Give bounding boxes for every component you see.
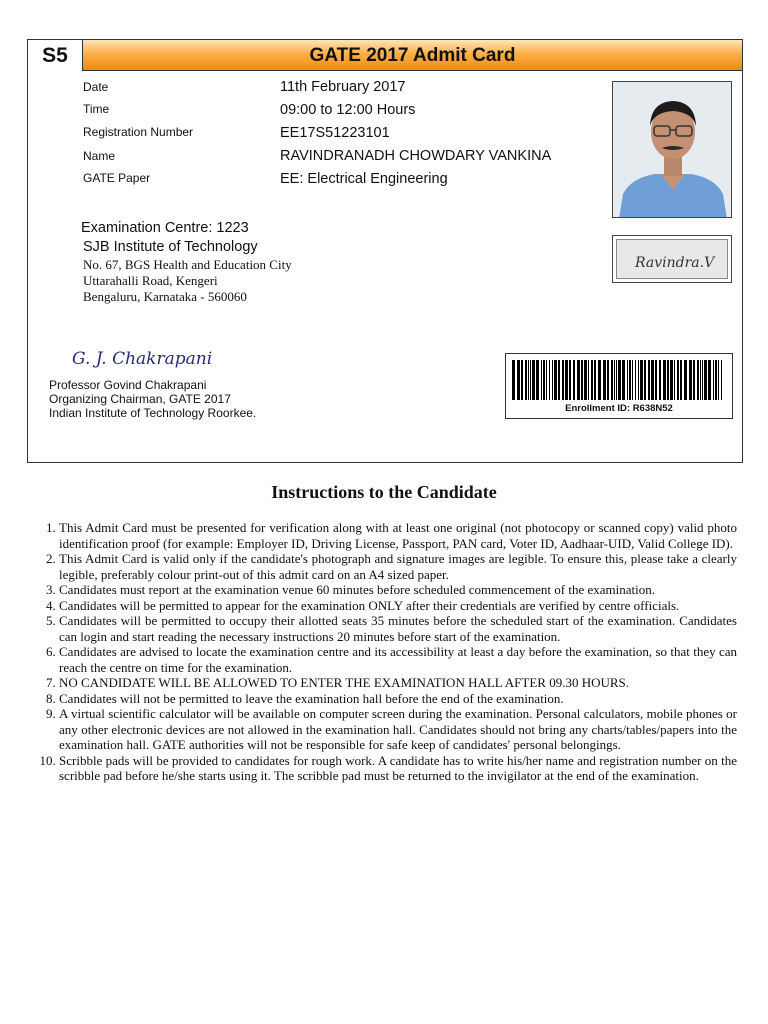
barcode-bar (713, 360, 714, 400)
instruction-item: 7. NO CANDIDATE WILL BE ALLOWED TO ENTER THE EXAMINATION HALL AFTER 09.30 HOURS. (59, 675, 737, 691)
instruction-item: 1. This Admit Card must be presented for verification along with at least one original (not photocopy or scanned copy) valid photo identification proof (for example: Employer ID, Driving License, Passport, PAN card, Voter ID, Aadhaar-UID, Valid College ID). (59, 520, 737, 551)
date-label: Date (83, 80, 109, 94)
barcode-bar (554, 360, 557, 400)
barcode-bar (614, 360, 615, 400)
barcode-bar (700, 360, 701, 400)
svg-text:G. J. Chakrapani: G. J. Chakrapani (72, 349, 213, 369)
barcode-bar (638, 360, 639, 400)
barcode-bar (640, 360, 643, 400)
barcode-bar (552, 360, 553, 400)
centre-address-line: Bengaluru, Karnataka - 560060 (83, 289, 247, 304)
barcode-bar (581, 360, 583, 400)
barcode-bar (629, 360, 631, 400)
instruction-item: 9. A virtual scientific calculator will be available on computer screen during the examination. Personal calculators, mobile phones or any other electronic devices are not allowed in the examination hall. Candidates should not bring any charts/tables/papers into the examination hall. GATE authorities will not be responsible for safe keep of candidates' personal belongings. (59, 706, 737, 753)
barcode-bar (663, 360, 666, 400)
barcode-bar (693, 360, 695, 400)
name-value: RAVINDRANADH CHOWDARY VANKINA (280, 148, 552, 164)
barcode-bar (715, 360, 717, 400)
barcode-bar (702, 360, 703, 400)
barcode-bar (670, 360, 673, 400)
barcode-bar (635, 360, 636, 400)
barcode-bar (627, 360, 628, 400)
barcode-bar (530, 360, 531, 400)
instruction-item: 5. Candidates will be permitted to occupy their allotted seats 35 minutes before the scheduled start of the examination. Candidates can login and start reading the necessary instructions 20 minutes before start of the examination. (59, 613, 737, 644)
barcode-bar (577, 360, 580, 400)
barcode-bar (565, 360, 568, 400)
barcode-bar (558, 360, 560, 400)
barcode-bar (689, 360, 692, 400)
paper-value: EE: Electrical Engineering (280, 171, 448, 187)
candidate-signature-box (612, 235, 732, 283)
barcode-bar (541, 360, 542, 400)
exam-centre-name: SJB Institute of Technology (83, 239, 258, 255)
instructions-list (34, 520, 737, 784)
barcode-bar (549, 360, 550, 400)
barcode-bar (648, 360, 650, 400)
centre-address-line: No. 67, BGS Health and Education City (83, 257, 292, 272)
date-value: 11th February 2017 (280, 79, 406, 95)
exam-centre-heading: Examination Centre: 1223 (81, 220, 249, 236)
barcode-bar (546, 360, 547, 400)
barcode-bar (532, 360, 535, 400)
barcode-bar (591, 360, 593, 400)
barcode-bar (644, 360, 646, 400)
admit-card (27, 39, 743, 463)
centre-address-line: Uttarahalli Road, Kengeri (83, 273, 218, 288)
instruction-item: 8. Candidates will not be permitted to leave the examination hall before the end of the examination. (59, 691, 737, 707)
svg-text:Ravindra.V: Ravindra.V (635, 255, 715, 271)
barcode-bar (521, 360, 523, 400)
barcode-bar (674, 360, 675, 400)
barcode-bar (721, 360, 722, 400)
card-title: GATE 2017 Admit Card (309, 45, 516, 66)
barcode-bar (618, 360, 621, 400)
barcode-bar (588, 360, 589, 400)
enrollment-id: Enrollment ID: R638N52 (565, 403, 673, 414)
chairman-signature (68, 338, 258, 380)
section-tag: S5 (28, 40, 83, 71)
registration-label: Registration Number (83, 125, 194, 139)
instruction-item: 10. Scribble pads will be provided to candidates for rough work. A candidate has to write his/her name and registration number on the scribble pad before he/she starts using it. The scribble pad must be returned to the invigilator at the end of the examination. (59, 753, 737, 784)
chairman-name: Professor Govind Chakrapani (49, 378, 207, 392)
barcode-bar (684, 360, 687, 400)
barcode-bar (594, 360, 596, 400)
instruction-item: 2. This Admit Card is valid only if the candidate's photograph and signature images are legible. To ensure this, please take a clearly legible, preferably colour print-out of this admit card on an A4 sized paper. (59, 551, 737, 582)
barcode-bar (607, 360, 609, 400)
barcode-bar (569, 360, 571, 400)
candidate-photo (612, 81, 732, 218)
barcode-bar (517, 360, 520, 400)
barcode-bar (543, 360, 545, 400)
barcode-bar (651, 360, 654, 400)
chairman-institute: Indian Institute of Technology Roorkee. (49, 406, 257, 420)
chairman-title: Organizing Chairman, GATE 2017 (49, 392, 231, 406)
barcode (512, 360, 726, 400)
barcode-bar (536, 360, 539, 400)
barcode-bar (598, 360, 601, 400)
barcode-bar (603, 360, 606, 400)
paper-label: GATE Paper (83, 171, 151, 185)
registration-value: EE17S51223101 (280, 125, 390, 141)
barcode-bar (584, 360, 587, 400)
barcode-bar (616, 360, 617, 400)
barcode-bar (622, 360, 625, 400)
time-value: 09:00 to 12:00 Hours (280, 102, 416, 118)
instruction-item: 4. Candidates will be permitted to appear for the examination ONLY after their credentials are verified by centre officials. (59, 598, 737, 614)
barcode-bar (562, 360, 564, 400)
barcode-bar (667, 360, 669, 400)
barcode-bar (659, 360, 661, 400)
instruction-item: 3. Candidates must report at the examination venue 60 minutes before scheduled commencement of the examination. (59, 582, 737, 598)
candidate-signature (617, 240, 729, 280)
barcode-bar (528, 360, 529, 400)
barcode-bar (525, 360, 527, 400)
barcode-bar (680, 360, 682, 400)
barcode-box (505, 353, 733, 419)
barcode-bar (677, 360, 679, 400)
barcode-bar (632, 360, 633, 400)
barcode-bar (573, 360, 575, 400)
time-label: Time (83, 102, 110, 116)
name-label: Name (83, 149, 116, 163)
barcode-bar (512, 360, 515, 400)
card-header (28, 40, 742, 71)
barcode-bar (718, 360, 719, 400)
barcode-bar (708, 360, 711, 400)
barcode-bar (697, 360, 699, 400)
instruction-item: 6. Candidates are advised to locate the examination centre and its accessibility at least a day before the examination, so that they can reach the centre on time for the examination. (59, 644, 737, 675)
barcode-bar (704, 360, 707, 400)
instructions-title: Instructions to the Candidate (271, 482, 497, 502)
barcode-bar (611, 360, 613, 400)
barcode-bar (655, 360, 657, 400)
